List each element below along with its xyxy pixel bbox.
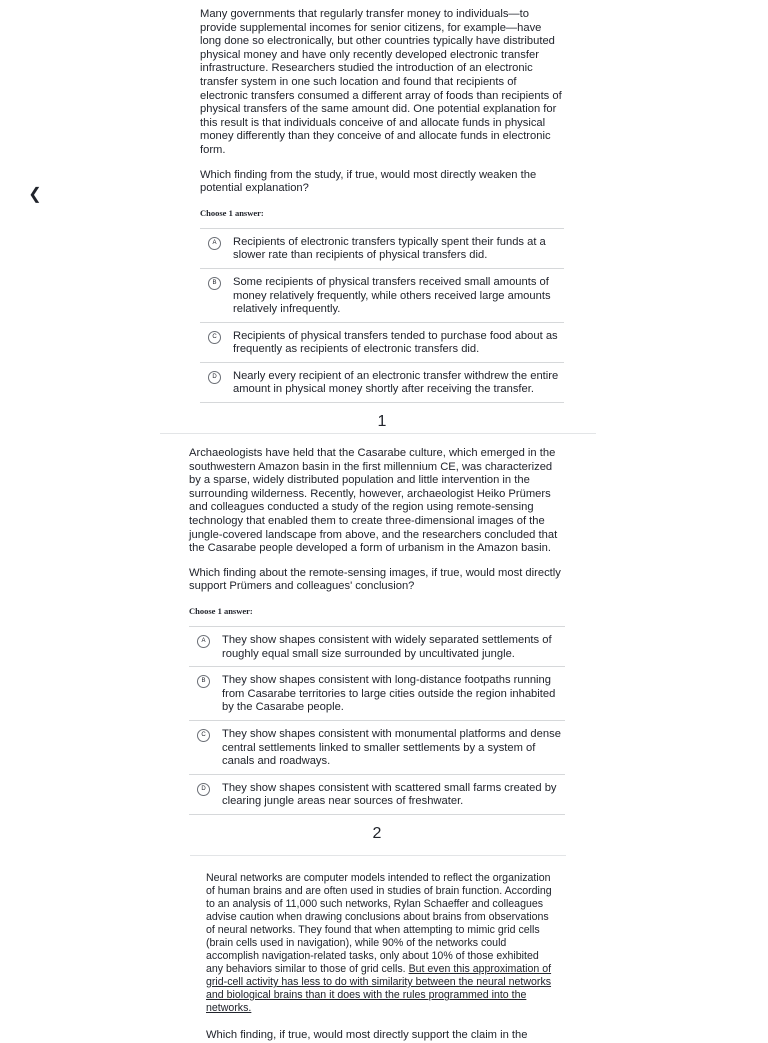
radio-b[interactable]: B bbox=[208, 277, 221, 290]
choice-c[interactable] bbox=[200, 323, 564, 363]
choice-a[interactable] bbox=[189, 627, 565, 667]
choice-c[interactable] bbox=[189, 721, 565, 775]
choice-a[interactable] bbox=[200, 229, 564, 269]
radio-d[interactable]: D bbox=[197, 783, 210, 796]
choice-text: They show shapes consistent with long-distance footpaths running from Casarabe territories to large cities outside the region inhabited by the Casarabe people. bbox=[222, 674, 556, 714]
radio-b[interactable]: B bbox=[197, 675, 210, 688]
answer-choices bbox=[189, 626, 565, 815]
passage-text: Neural networks are computer models intended to reflect the organization of human brains and are often used in studies of brain function. According to an analysis of 11,000 such networks, Rylan Schaeffer and colleagues advise caution when drawing conclusions about brains from observations of neural networks. They found that when attempting to mimic grid cells (brain cells used in navigation), while 90% of the networks could accomplish navigation-related tasks, only about 10% of those exhibited any behaviors similar to those of grid cells. bbox=[206, 872, 552, 975]
question-number: 2 bbox=[372, 824, 382, 842]
answer-choices bbox=[200, 228, 564, 403]
choose-label: Choose 1 answer: bbox=[200, 207, 264, 218]
radio-c[interactable]: C bbox=[208, 331, 221, 344]
choice-text: Recipients of physical transfers tended to purchase food about as frequently as recipients of electronic transfers did. bbox=[233, 329, 558, 356]
choice-text: Nearly every recipient of an electronic transfer withdrew the entire amount in physical money shortly after receiving the transfer. bbox=[233, 369, 559, 396]
passage: Many governments that regularly transfer money to individuals—to provide supplemental incomes for senior citizens, for example—have long done so electronically, but other countries typically have distributed physical money and have only recently developed electronic transfer infrastructure. Researchers studied the introduction of an electronic transfer system in one such location and found that recipients of electronic transfers consumed a different array of foods than recipients of physical transfers of the same amount did. One potential explanation for this result is that individuals conceive of and allocate funds in physical money differently than they conceive of and allocate funds in electronic form. bbox=[200, 8, 562, 156]
question-2 bbox=[189, 447, 565, 843]
radio-a[interactable]: A bbox=[197, 635, 210, 648]
choice-text: Recipients of electronic transfers typically spent their funds at a slower rate than recipients of physical transfers did. bbox=[233, 235, 546, 262]
question-number: 1 bbox=[377, 413, 387, 431]
radio-d[interactable]: D bbox=[208, 371, 221, 384]
choice-d[interactable] bbox=[189, 775, 565, 815]
question-prompt: Which finding from the study, if true, would most directly weaken the potential explanation? bbox=[200, 168, 537, 195]
choice-text: They show shapes consistent with monumental platforms and dense central settlements linked to smaller settlements by a system of canals and roadways. bbox=[222, 727, 561, 768]
question-prompt: Which finding about the remote-sensing images, if true, would most directly support Prümers and colleagues' conclusion? bbox=[189, 566, 561, 593]
choice-text: They show shapes consistent with scattered small farms created by clearing jungle areas near sources of freshwater. bbox=[222, 781, 557, 808]
radio-a[interactable]: A bbox=[208, 237, 221, 250]
question-1 bbox=[200, 8, 564, 431]
choice-text: They show shapes consistent with widely separated settlements of roughly equal small size surrounded by uncultivated jungle. bbox=[222, 633, 552, 660]
question-3 bbox=[206, 872, 554, 1043]
passage bbox=[206, 872, 554, 1015]
choice-d[interactable] bbox=[200, 363, 564, 403]
choose-label: Choose 1 answer: bbox=[189, 605, 253, 616]
divider bbox=[190, 855, 566, 856]
passage: Archaeologists have held that the Casarabe culture, which emerged in the southwestern Amazon basin in the first millennium CE, was characterized by a sparse, widely distributed population and little intervention in the surrounding wilderness. Recently, however, archaeologist Heiko Prümers and colleagues conducted a study of the region using remote-sensing technology that enabled them to create three-dimensional images of the jungle-covered landscape from above, and the researchers concluded that the Casarabe people developed a form of urbanism in the Amazon basin. bbox=[189, 447, 558, 555]
choice-b[interactable] bbox=[200, 269, 564, 323]
choice-text: Some recipients of physical transfers received small amounts of money relatively frequently, while others received large amounts relatively infrequently. bbox=[233, 275, 551, 316]
underlined-claim: But even this approximation of grid-cell activity has less to do with similarity between the neural networks and biological brains than it does with the rules programmed into the networks. bbox=[206, 963, 552, 1014]
chevron-left-icon[interactable]: ❮ bbox=[28, 186, 42, 203]
divider bbox=[160, 433, 596, 434]
question-prompt: Which finding, if true, would most directly support the claim in the bbox=[206, 1029, 528, 1041]
radio-c[interactable]: C bbox=[197, 729, 210, 742]
choice-b[interactable] bbox=[189, 667, 565, 721]
